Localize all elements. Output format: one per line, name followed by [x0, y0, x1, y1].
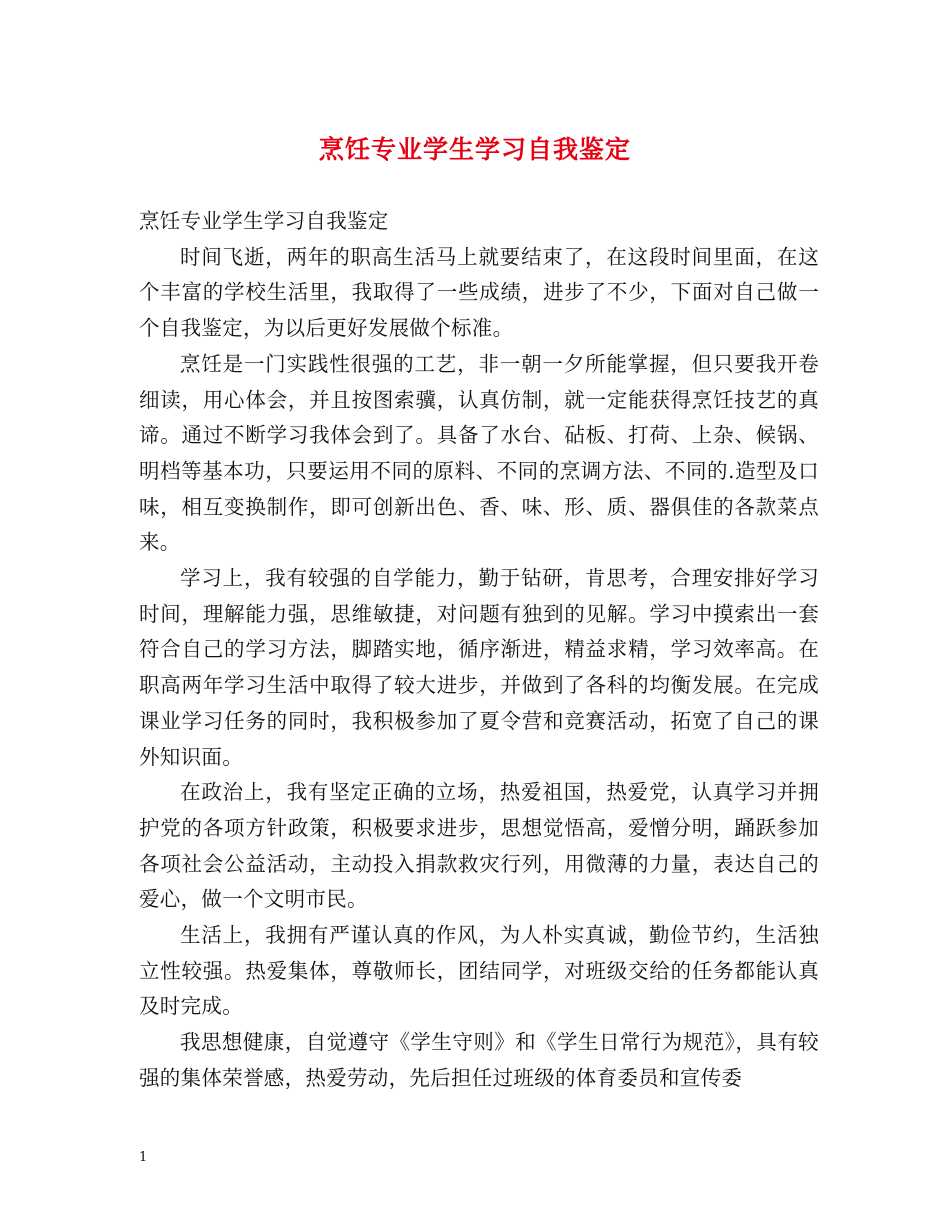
paragraph: 烹饪是一门实践性很强的工艺，非一朝一夕所能掌握，但只要我开卷细读，用心体会，并且按图索骥，认真仿制，就一定能获得烹饪技艺的真谛。通过不断学习我体会到了。具备了水台、砧板、打荷、上杂、候锅、明档等基本功，只要运用不同的原料、不同的烹调方法、不同的.造型及口味，相互变换制作，即可创新出色、香、味、形、质、器俱佳的各款菜点来。 [139, 351, 819, 555]
paragraph: 学习上，我有较强的自学能力，勤于钻研，肯思考，合理安排好学习时间，理解能力强，思维敏捷，对问题有独到的见解。学习中摸索出一套符合自己的学习方法，脚踏实地，循序渐进，精益求精，学习效率高。在职高两年学习生活中取得了较大进步，并做到了各科的均衡发展。在完成课业学习任务的同时，我积极参加了夏令营和竞赛活动，拓宽了自己的课外知识面。 [139, 566, 819, 769]
paragraph: 我思想健康，自觉遵守《学生守则》和《学生日常行为规范》，具有较强的集体荣誉感，热爱劳动，先后担任过班级的体育委员和宣传委 [139, 1030, 819, 1090]
document-body [139, 204, 819, 1097]
paragraph: 时间飞逝，两年的职高生活马上就要结束了，在这段时间里面，在这个丰富的学校生活里，我取得了一些成绩，进步了不少，下面对自己做一个自我鉴定，为以后更好发展做个标准。 [139, 244, 819, 341]
paragraph: 在政治上，我有坚定正确的立场，热爱祖国，热爱党，认真学习并拥护党的各项方针政策，积极要求进步，思想觉悟高，爱憎分明，踊跃参加各项社会公益活动，主动投入捐款救灾行列，用微薄的力量，表达自己的爱心，做一个文明市民。 [139, 780, 819, 912]
page-number: 1 [139, 1150, 148, 1165]
paragraph: 生活上，我拥有严谨认真的作风，为人朴实真诚，勤俭节约，生活独立性较强。热爱集体，尊敬师长，团结同学，对班级交给的任务都能认真及时完成。 [139, 923, 819, 1019]
document-title: 烹饪专业学生学习自我鉴定 [318, 135, 631, 164]
document-subtitle: 烹饪专业学生学习自我鉴定 [139, 209, 389, 233]
